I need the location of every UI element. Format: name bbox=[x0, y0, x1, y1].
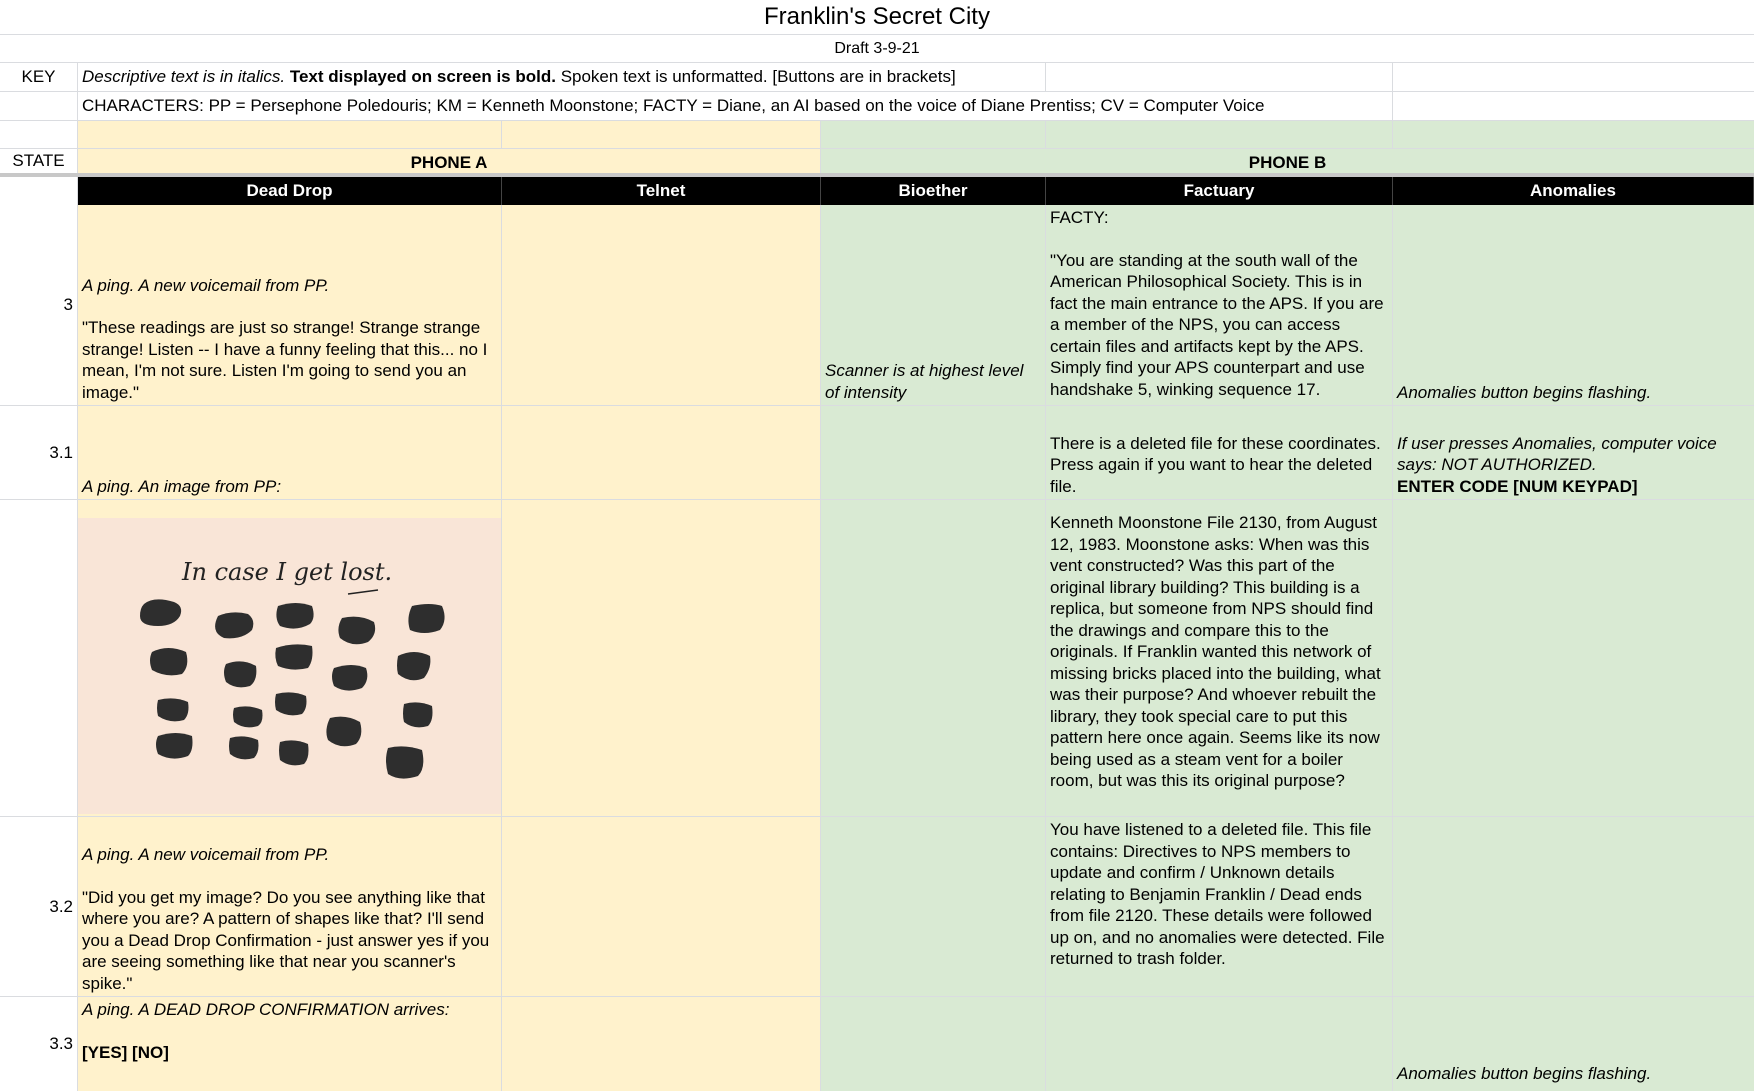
sketch-image bbox=[78, 518, 502, 814]
spacer-b3 bbox=[1393, 121, 1754, 148]
dead-drop-description: A ping. A new voicemail from PP. bbox=[82, 275, 330, 295]
telnet-cell bbox=[502, 817, 821, 996]
table-row bbox=[0, 997, 1754, 1091]
anomalies-cell: Anomalies button begins flashing. bbox=[1393, 205, 1754, 405]
factuary-speaker: FACTY: bbox=[1050, 208, 1109, 227]
anomalies-onscreen: ENTER CODE [NUM KEYPAD] bbox=[1397, 476, 1638, 496]
dead-drop-cell bbox=[78, 205, 502, 405]
factuary-cell: Kenneth Moonstone File 2130, from August 12, 1983. Moonstone asks: When was this vent constructed? Was this part of the original library building? This building is a replica, but someone from NPS should find the drawings and compare this to the originals. If Franklin wanted this network of missing bricks placed into the building, what was their purpose? And whoever rebuilt the library, they took special care to put this pattern here once again. Seems like its now being used as a steam vent for a boiler room, but was this its original purpose? bbox=[1046, 500, 1393, 816]
anomalies-cell: Anomalies button begins flashing. bbox=[1393, 997, 1754, 1091]
key-row bbox=[0, 63, 1754, 92]
dead-drop-cell: A ping. An image from PP: bbox=[78, 406, 502, 499]
spacer-a2 bbox=[502, 121, 821, 148]
key-empty-2 bbox=[1393, 63, 1754, 91]
state-cell bbox=[0, 500, 78, 816]
telnet-cell bbox=[502, 997, 821, 1091]
anomalies-description: If user presses Anomalies, computer voice says: NOT AUTHORIZED. bbox=[1397, 433, 1717, 474]
bioether-cell: Scanner is at highest level of intensity bbox=[821, 205, 1046, 405]
factuary-cell bbox=[1046, 997, 1393, 1091]
key-empty-1 bbox=[1046, 63, 1393, 91]
factuary-cell bbox=[1046, 205, 1393, 405]
spacer-b1 bbox=[821, 121, 1046, 148]
factuary-spoken: "You are standing at the south wall of the American Philosophical Society. This is in fact the main entrance to the APS. If you are a member of the NPS, you can access certain files and artifacts kept by the APS. Simply find your APS counterpart and use handshake 5, winking sequence 17. bbox=[1050, 250, 1384, 399]
bioether-cell bbox=[821, 500, 1046, 816]
telnet-cell bbox=[502, 406, 821, 499]
column-header-bioether: Bioether bbox=[821, 177, 1046, 205]
draft-label: Draft 3-9-21 bbox=[834, 40, 920, 57]
dead-drop-cell bbox=[78, 817, 502, 996]
state-cell: 3.1 bbox=[0, 406, 78, 499]
characters-text: CHARACTERS: PP = Persephone Poledouris; KM = Kenneth Moonstone; FACTY = Diane, an AI based on the voice of Diane Prentiss; CV = Computer Voice bbox=[78, 92, 1393, 120]
sketch-caption: In case I get lost. bbox=[182, 558, 393, 586]
factuary-cell: You have listened to a deleted file. This file contains: Directives to NPS members to update and confirm / Unknown details relating to Benjamin Franklin / Dead ends from file 2120. These details were followed up on, and no anomalies were detected. File returned to trash folder. bbox=[1046, 817, 1393, 996]
state-header: STATE bbox=[0, 149, 78, 173]
column-header-dead-drop: Dead Drop bbox=[78, 177, 502, 205]
bioether-cell bbox=[821, 817, 1046, 996]
state-cell: 3.2 bbox=[0, 817, 78, 996]
dead-drop-description: A ping. A DEAD DROP CONFIRMATION arrives: bbox=[82, 1000, 450, 1019]
factuary-cell: There is a deleted file for these coordinates. Press again if you want to hear the deleted file. bbox=[1046, 406, 1393, 499]
dead-drop-spoken: "Did you get my image? Do you see anything like that where you are? A pattern of shapes like that? I'll send you a Dead Drop Confirmation - just answer yes if you are seeing something like that near you scanner's spike." bbox=[82, 887, 490, 993]
state-cell: 3.3 bbox=[0, 997, 78, 1091]
key-italic: Descriptive text is in italics. bbox=[82, 67, 286, 86]
bioether-cell bbox=[821, 997, 1046, 1091]
state-cell: 3 bbox=[0, 205, 78, 405]
characters-empty bbox=[1393, 92, 1754, 120]
table-row bbox=[0, 500, 1754, 817]
key-bold: Text displayed on screen is bold. bbox=[289, 67, 556, 86]
key-rest: Spoken text is unformatted. [Buttons are in brackets] bbox=[560, 67, 956, 86]
dead-drop-description: A ping. A new voicemail from PP. bbox=[82, 845, 330, 864]
column-header-anomalies: Anomalies bbox=[1393, 177, 1754, 205]
table-row bbox=[0, 205, 1754, 406]
spacer-state bbox=[0, 121, 78, 148]
column-header-telnet: Telnet bbox=[502, 177, 821, 205]
brick-pattern-sketch bbox=[78, 518, 502, 814]
anomalies-cell bbox=[1393, 406, 1754, 499]
dead-drop-spoken: "These readings are just so strange! Strange strange strange! Listen -- I have a funny feeling that this... no I mean, I'm not sure. Listen I'm going to send you an image." bbox=[82, 318, 488, 402]
document-title: Franklin's Secret City bbox=[764, 3, 990, 30]
characters-row bbox=[0, 92, 1754, 121]
table-row bbox=[0, 817, 1754, 997]
spacer-row bbox=[0, 121, 1754, 149]
spacer-a1 bbox=[78, 121, 502, 148]
characters-state bbox=[0, 92, 78, 120]
dead-drop-buttons: [YES] [NO] bbox=[82, 1042, 169, 1062]
title-row bbox=[0, 0, 1754, 35]
phone-b-header: PHONE B bbox=[821, 149, 1754, 173]
spacer-b2 bbox=[1046, 121, 1393, 148]
anomalies-cell bbox=[1393, 817, 1754, 996]
phone-a-header: PHONE A bbox=[78, 149, 821, 173]
key-description bbox=[78, 63, 1046, 91]
column-header-state bbox=[0, 177, 78, 205]
telnet-cell bbox=[502, 500, 821, 816]
dead-drop-cell bbox=[78, 500, 502, 816]
anomalies-cell bbox=[1393, 500, 1754, 816]
column-header-factuary: Factuary bbox=[1046, 177, 1393, 205]
bioether-cell bbox=[821, 406, 1046, 499]
phone-header-row bbox=[0, 149, 1754, 177]
dead-drop-cell bbox=[78, 997, 502, 1091]
draft-row bbox=[0, 35, 1754, 63]
key-label: KEY bbox=[0, 63, 78, 91]
column-header-row bbox=[0, 177, 1754, 205]
telnet-cell bbox=[502, 205, 821, 405]
table-row bbox=[0, 406, 1754, 500]
